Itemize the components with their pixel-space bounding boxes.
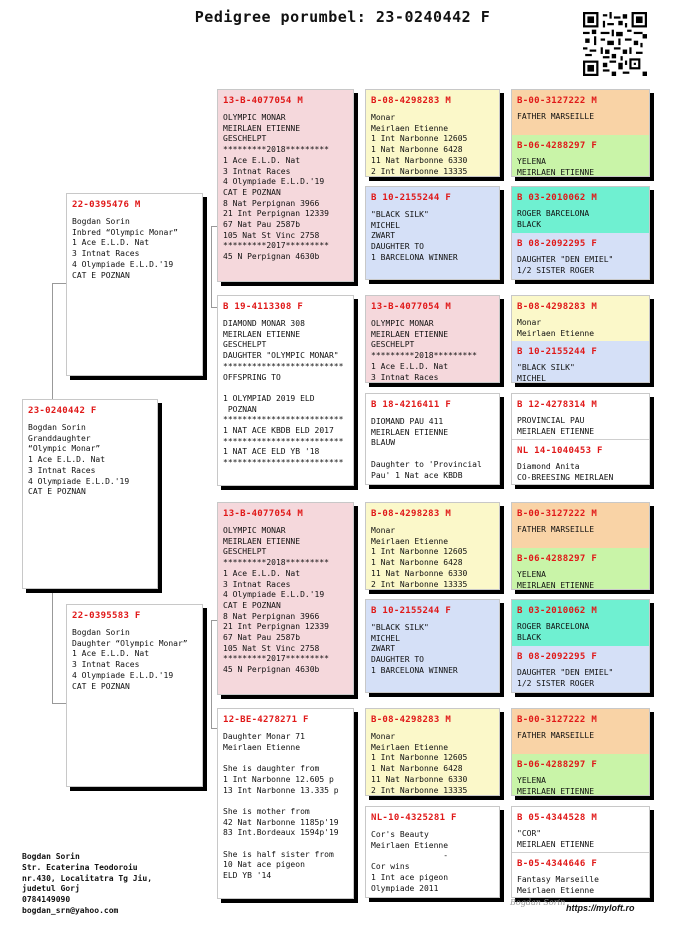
gen5-card-7[interactable] — [511, 708, 650, 796]
gen5-4-bottom-ring: NL 14-1040453 F — [517, 446, 603, 456]
sire-sire-card[interactable] — [217, 89, 354, 282]
gen4-details-a: Monar Meirlaen Etienne 1 Int Narbonne 12605 1 Nat Narbonne 6428 11 Nat Narbonne 6330 2 Int Narbonne 13335 — [371, 113, 468, 176]
sire-sire-details: OLYMPIC MONAR MEIRLAEN ETIENNE GESCHELPT *********2018********* 1 Ace E.L.D. Nat 3 Intnat Races 4 Olympiade E.L.D.'19 CAT E POZNAN 8 Nat Perpignan 3966 21 Int Perpignan 12339 67 Nat Pau 2587b 105 Nat St Vinc 2758 *********2017********* 45 N Perpignan 4630b — [223, 113, 329, 262]
sire-card[interactable] — [66, 193, 203, 376]
gen4-card-a[interactable] — [365, 89, 500, 177]
gen5-7-bottom-details: YELENA MEIRLAEN ETIENNE — [517, 776, 595, 795]
gen4-ring-g: B-08-4298283 M — [371, 715, 452, 725]
gen4-details-e: Monar Meirlaen Etienne 1 Int Narbonne 12605 1 Nat Narbonne 6428 11 Nat Narbonne 6330 2 Int Narbonne 13335 — [371, 526, 468, 589]
subject-card[interactable] — [22, 399, 158, 589]
gen4-ring-e: B-08-4298283 M — [371, 509, 452, 519]
gen5-3-bottom-ring: B 10-2155244 F — [517, 347, 598, 357]
gen5-3-top-details: Monar Meirlaen Etienne — [517, 318, 595, 338]
gen4-details-f: "BLACK SILK" MICHEL ZWART DAUGHTER TO 1 BARCELONA WINNER — [371, 623, 458, 675]
gen4-ring-d: B 18-4216411 F — [371, 400, 452, 410]
gen5-card-1[interactable] — [511, 89, 650, 177]
gen4-details-d: DIOMAND PAU 411 MEIRLAEN ETIENNE BLAUW Daughter to 'Provincial Pau' 1 Nat ace KBDB — [371, 417, 482, 480]
gen5-6-top-ring: B 03-2010062 M — [517, 606, 598, 616]
gen4-ring-f: B 10-2155244 F — [371, 606, 452, 616]
gen4-details-b: "BLACK SILK" MICHEL ZWART DAUGHTER TO 1 BARCELONA WINNER — [371, 210, 458, 262]
dam-card[interactable] — [66, 604, 203, 787]
gen5-5-top-ring: B-00-3127222 M — [517, 509, 598, 519]
gen4-details-h: Cor's Beauty Meirlaen Etienne - Cor wins 1 Int ace pigeon Olympiade 2011 — [371, 830, 449, 893]
gen5-2-bottom-details: DAUGHTER "DEN EMIEL" 1/2 SISTER ROGER — [517, 255, 614, 275]
site-link[interactable]: https://myloft.ro — [566, 903, 635, 913]
gen4-details-c: OLYMPIC MONAR MEIRLAEN ETIENNE GESCHELPT *********2018********* 1 Ace E.L.D. Nat 3 Intnat Races — [371, 319, 477, 382]
sire-sire-ring: 13-B-4077054 M — [223, 96, 304, 106]
owner-info — [22, 852, 152, 917]
gen5-8-top-ring: B 05-4344528 M — [517, 813, 598, 823]
gen4-details-g: Monar Meirlaen Etienne 1 Int Narbonne 12605 1 Nat Narbonne 6428 11 Nat Narbonne 6330 2 Int Narbonne 13335 — [371, 732, 468, 795]
dam-dam-details: Daughter Monar 71 Meirlaen Etienne She is daughter from 1 Int Narbonne 12.605 p 13 Int Narbonne 13.335 p She is mother from 42 Nat Narbonne 1185p'19 83 Int.Bordeaux 1594p'19 She is half sister from 10 Nat ace pigeon ELD YB '14 — [223, 732, 339, 881]
dam-dam-card[interactable] — [217, 708, 354, 899]
gen5-7-bottom-ring: B-06-4288297 F — [517, 760, 598, 770]
gen5-8-top-details: "COR" MEIRLAEN ETIENNE — [517, 829, 595, 849]
owner-address-1: Str. Ecaterina Teodoroiu — [22, 862, 138, 872]
gen5-8-bottom-details: Fantasy Marseille Meirlaen Etienne — [517, 875, 599, 895]
gen5-5-top-details: FATHER MARSEILLE — [517, 525, 595, 534]
gen5-2-top-ring: B 03-2010062 M — [517, 193, 598, 203]
gen4-ring-a: B-08-4298283 M — [371, 96, 452, 106]
gen5-7-top-details: FATHER MARSEILLE — [517, 731, 595, 740]
gen4-card-g[interactable] — [365, 708, 500, 796]
gen4-card-d[interactable] — [365, 393, 500, 485]
gen5-4-bottom-details: Diamond Anita CO-BREESING MEIRLAEN — [517, 462, 614, 482]
gen5-card-3[interactable] — [511, 295, 650, 383]
gen5-2-bottom-ring: B 08-2092295 F — [517, 239, 598, 249]
gen5-7-top-ring: B-00-3127222 M — [517, 715, 598, 725]
gen5-4-top-ring: B 12-4278314 M — [517, 400, 598, 410]
gen5-1-bottom-details: YELENA MEIRLAEN ETIENNE — [517, 157, 595, 176]
gen5-card-2[interactable] — [511, 186, 650, 280]
page-title: Pedigree porumbel: 23-0240442 F — [194, 8, 491, 26]
dam-dam-ring: 12-BE-4278271 F — [223, 715, 309, 725]
dam-details: Bogdan Sorin Daughter “Olympic Monar” 1 Ace E.L.D. Nat 3 Intnat Races 4 Olympiade E.L.D.'19 CAT E POZNAN — [72, 628, 188, 691]
gen4-card-h[interactable] — [365, 806, 500, 898]
gen5-6-bottom-details: DAUGHTER "DEN EMIEL" 1/2 SISTER ROGER — [517, 668, 614, 688]
gen4-ring-c: 13-B-4077054 M — [371, 302, 452, 312]
gen4-card-e[interactable] — [365, 502, 500, 590]
gen5-1-top-details: FATHER MARSEILLE — [517, 112, 595, 121]
gen5-6-top-details: ROGER BARCELONA BLACK — [517, 622, 590, 642]
owner-email[interactable]: bogdan_srn@yahoo.com — [22, 905, 119, 915]
gen5-3-top-ring: B-08-4298283 M — [517, 302, 598, 312]
gen5-2-top-details: ROGER BARCELONA BLACK — [517, 209, 590, 229]
dam-sire-card[interactable] — [217, 502, 354, 695]
gen5-1-bottom-ring: B-06-4288297 F — [517, 141, 598, 151]
owner-address-3: judetul Gorj — [22, 884, 80, 894]
dam-ring: 22-0395583 F — [72, 611, 141, 621]
sire-dam-details: DIAMOND MONAR 308 MEIRLAEN ETIENNE GESCHELPT DAUGHTER "OLYMPIC MONAR" ************************* OFFSPRING TO 1 OLYMPIAD 2019 ELD POZNAN ************************* 1 NAT ACE KBDB ELD 2017 ************************* 1 NAT ACE ELD YB '18 ************************* — [223, 319, 344, 468]
dam-sire-details: OLYMPIC MONAR MEIRLAEN ETIENNE GESCHELPT *********2018********* 1 Ace E.L.D. Nat 3 Intnat Races 4 Olympiade E.L.D.'19 CAT E POZNAN 8 Nat Perpignan 3966 21 Int Perpignan 12339 67 Nat Pau 2587b 105 Nat St Vinc 2758 *********2017********* 45 N Perpignan 4630b — [223, 526, 329, 675]
dam-sire-ring: 13-B-4077054 M — [223, 509, 304, 519]
qr-code-icon — [583, 12, 647, 76]
signature: Bogdan Sorin — [510, 898, 566, 907]
gen5-card-5[interactable] — [511, 502, 650, 590]
gen5-5-bottom-ring: B-06-4288297 F — [517, 554, 598, 564]
gen5-8-bottom-ring: B-05-4344646 F — [517, 859, 598, 869]
subject-details: Bogdan Sorin Granddaughter “Olympic Monar” 1 Ace E.L.D. Nat 3 Intnat Races 4 Olympiade E.L.D.'19 CAT E POZNAN — [28, 423, 130, 497]
gen4-ring-b: B 10-2155244 F — [371, 193, 452, 203]
gen4-card-c[interactable] — [365, 295, 500, 383]
sire-dam-card[interactable] — [217, 295, 354, 486]
gen5-card-4[interactable] — [511, 393, 650, 485]
sire-dam-ring: B 19-4113308 F — [223, 302, 304, 312]
sire-ring: 22-0395476 M — [72, 200, 141, 210]
subject-ring: 23-0240442 F — [28, 406, 97, 416]
gen5-card-8[interactable] — [511, 806, 650, 898]
gen4-ring-h: NL-10-4325281 F — [371, 813, 457, 823]
owner-phone: 0784149090 — [22, 895, 71, 905]
owner-address-2: nr.430, Localitatra Tg Jiu, — [22, 873, 153, 883]
gen5-3-bottom-details: "BLACK SILK" MICHEL — [517, 363, 575, 382]
gen5-4-top-details: PROVINCIAL PAU MEIRLAEN ETIENNE — [517, 416, 595, 436]
gen5-5-bottom-details: YELENA MEIRLAEN ETIENNE — [517, 570, 595, 589]
gen5-6-bottom-ring: B 08-2092295 F — [517, 652, 598, 662]
owner-name: Bogdan Sorin — [22, 852, 80, 861]
gen5-card-6[interactable] — [511, 599, 650, 693]
gen4-card-b[interactable] — [365, 186, 500, 280]
gen5-1-top-ring: B-00-3127222 M — [517, 96, 598, 106]
gen4-card-f[interactable] — [365, 599, 500, 693]
sire-details: Bogdan Sorin Inbred “Olympic Monar” 1 Ace E.L.D. Nat 3 Intnat Races 4 Olympiade E.L.D.'19 CAT E POZNAN — [72, 217, 178, 280]
